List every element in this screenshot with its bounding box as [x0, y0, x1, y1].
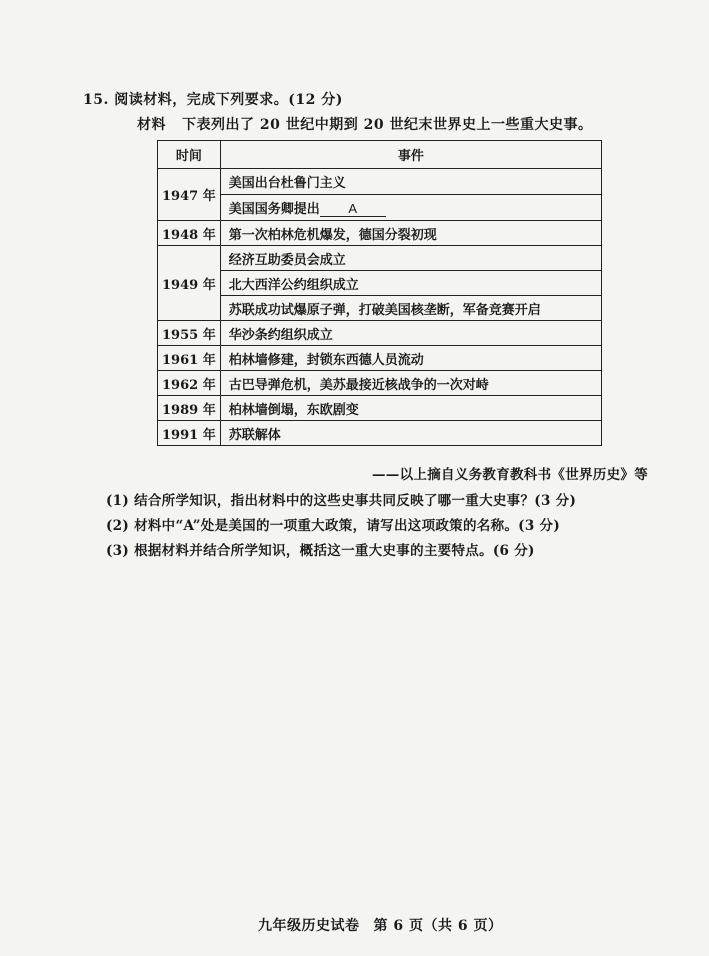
material-intro [137, 114, 592, 134]
table-header-row [158, 141, 602, 169]
table-row [158, 271, 602, 296]
year-cell: 1948 年 [158, 221, 221, 246]
table-row [158, 346, 602, 371]
material-text: 下表列出了 20 世纪中期到 20 世纪末世界史上一些重大史事。 [182, 117, 593, 133]
blank-a: A [320, 201, 386, 217]
table-row [158, 169, 602, 195]
table-row [158, 321, 602, 346]
sub-question-1: (1) 结合所学知识，指出材料中的这些史事共同反映了哪一重大史事？(3 分) [106, 493, 577, 509]
year-cell: 1949 年 [158, 246, 221, 321]
table-row [158, 296, 602, 321]
page-footer [258, 915, 502, 935]
table-row [158, 246, 602, 271]
header-time: 时间 [158, 141, 221, 169]
question-title: 15. 阅读材料，完成下列要求。(12 分) [83, 92, 343, 108]
footer-exam-name: 九年级历史试卷 [258, 918, 360, 934]
table-row [158, 396, 602, 421]
sub-question-2: (2) 材料中“A”处是美国的一项重大政策，请写出这项政策的名称。(3 分) [106, 518, 561, 534]
sub-question-3: (3) 根据材料并结合所学知识，概括这一重大史事的主要特点。(6 分) [106, 543, 535, 559]
event-cell: 华沙条约组织成立 [220, 321, 601, 346]
event-cell: 苏联解体 [220, 421, 601, 446]
table-row [158, 221, 602, 246]
year-cell: 1955 年 [158, 321, 221, 346]
event-cell: 古巴导弹危机，美苏最接近核战争的一次对峙 [220, 371, 601, 396]
table-row [158, 371, 602, 396]
event-cell: 苏联成功试爆原子弹，打破美国核垄断，军备竞赛开启 [220, 296, 601, 321]
year-cell: 1991 年 [158, 421, 221, 446]
table-row [158, 195, 602, 221]
event-cell: 柏林墙倒塌，东欧剧变 [220, 396, 601, 421]
event-text: 美国国务卿提出 [228, 202, 320, 217]
source-note: ——以上摘自义务教育教科书《世界历史》等 [372, 467, 648, 483]
event-cell: 第一次柏林危机爆发，德国分裂初现 [220, 221, 601, 246]
year-cell: 1989 年 [158, 396, 221, 421]
event-cell [220, 195, 601, 221]
year-cell: 1962 年 [158, 371, 221, 396]
year-cell: 1961 年 [158, 346, 221, 371]
event-cell: 经济互助委员会成立 [220, 246, 601, 271]
event-cell: 柏林墙修建，封锁东西德人员流动 [220, 346, 601, 371]
event-cell: 北大西洋公约组织成立 [220, 271, 601, 296]
material-label: 材料 [137, 117, 166, 133]
table-row [158, 421, 602, 446]
year-cell: 1947 年 [158, 169, 221, 221]
events-table [157, 140, 602, 446]
footer-page-number: 第 6 页（共 6 页） [373, 918, 503, 934]
event-cell: 美国出台杜鲁门主义 [220, 169, 601, 195]
header-event: 事件 [220, 141, 601, 169]
